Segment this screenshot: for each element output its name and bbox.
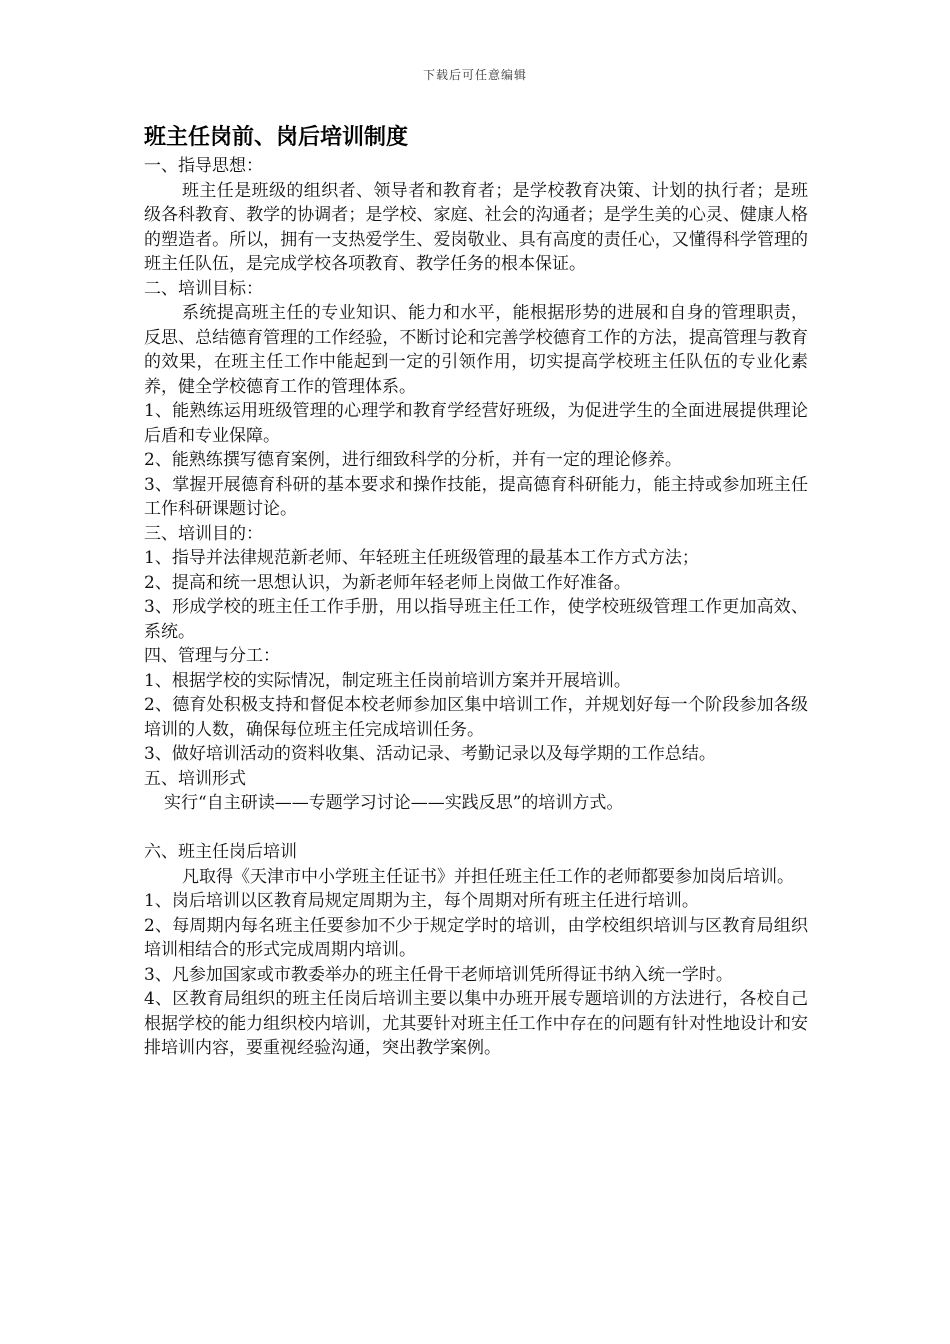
section-paragraph: 班主任是班级的组织者、领导者和教育者；是学校教育决策、计划的执行者；是班级各科教育、教学的协调者；是学校、家庭、社会的沟通者；是学生美的心灵、健康人格的塑造者。所以，拥有一支热爱学生、爱岗敬业、具有高度的责任心，又懂得科学管理的班主任队伍，是完成学校各项教育、教学任务的根本保证。 [144,180,808,274]
list-item: 4、区教育局组织的班主任岗后培训主要以集中办班开展专题培训的方法进行，各校自己根据学校的能力组织校内培训，尤其要针对班主任工作中存在的问题有针对性地设计和安排培训内容，要重视经验沟通，突出教学案例。 [144,989,808,1058]
document-title: 班主任岗前、岗后培训制度 [144,125,409,150]
section-heading: 五、培训形式 [144,768,246,789]
section-post-training [144,840,808,1061]
section-heading: 六、班主任岗后培训 [144,842,297,862]
list-item: 1、能熟练运用班级管理的心理学和教育学经营好班级，为促进学生的全面进展提供理论后盾和专业保障。 [144,401,808,446]
list-item: 3、做好培训活动的资料收集、活动记录、考勤记录以及每学期的工作总结。 [144,744,716,764]
list-item: 2、提高和统一思想认识，为新老师年轻老师上岗做工作好准备。 [144,572,631,593]
section-heading: 三、培训目的： [144,523,263,544]
list-item: 1、岗后培训以区教育局规定周期为主，每个周期对所有班主任进行培训。 [144,891,699,911]
section-training-form [144,767,808,816]
list-item: 1、指导并法律规范新老师、年轻班主任班级管理的最基本工作方式方法； [144,548,699,568]
list-item: 3、掌握开展德育科研的基本要求和操作技能，提高德育科研能力，能主持或参加班主任工作科研课题讨论。 [144,474,808,519]
list-item: 2、能熟练撰写德育案例，进行细致科学的分析，并有一定的理论修养。 [144,450,682,470]
section-heading: 二、培训目标： [144,278,263,299]
section-training-goals [144,277,808,522]
list-item: 3、形成学校的班主任工作手册，用以指导班主任工作，使学校班级管理工作更加高效、系统。 [144,597,808,642]
blank-line [144,816,808,841]
list-item: 3、凡参加国家或市教委举办的班主任骨干老师培训凭所得证书纳入统一学时。 [144,964,733,985]
section-management [144,644,808,767]
list-item: 1、根据学校的实际情况，制定班主任岗前培训方案并开展培训。 [144,670,631,691]
section-paragraph: 系统提高班主任的专业知识、能力和水平，能根据形势的进展和自身的管理职责，反思、总结德育管理的工作经验，不断讨论和完善学校德育工作的方法，提高管理与教育的效果，在班主任工作中能起到一定的引领作用，切实提高学校班主任队伍的专业化素养，健全学校德育工作的管理体系。 [144,303,808,397]
section-guiding-thought [144,154,808,277]
list-item: 2、德育处积极支持和督促本校老师参加区集中培训工作，并规划好每一个阶段参加各级培训的人数，确保每位班主任完成培训任务。 [144,695,808,740]
section-paragraph: 凡取得《天津市中小学班主任证书》并担任班主任工作的老师都要参加岗后培训。 [182,866,794,887]
training-method: 实行“自主研读——专题学习讨论——实践反思”的培训方式。 [164,793,624,813]
section-heading: 一、指导思想： [144,156,263,176]
section-training-purpose [144,522,808,645]
document-body [144,122,808,1061]
list-item: 2、每周期内每名班主任要参加不少于规定学时的培训，由学校组织培训与区教育局组织培训相结合的形式完成周期内培训。 [144,915,808,960]
header-note: 下载后可任意编辑 [422,68,527,82]
section-heading: 四、管理与分工： [144,646,280,666]
